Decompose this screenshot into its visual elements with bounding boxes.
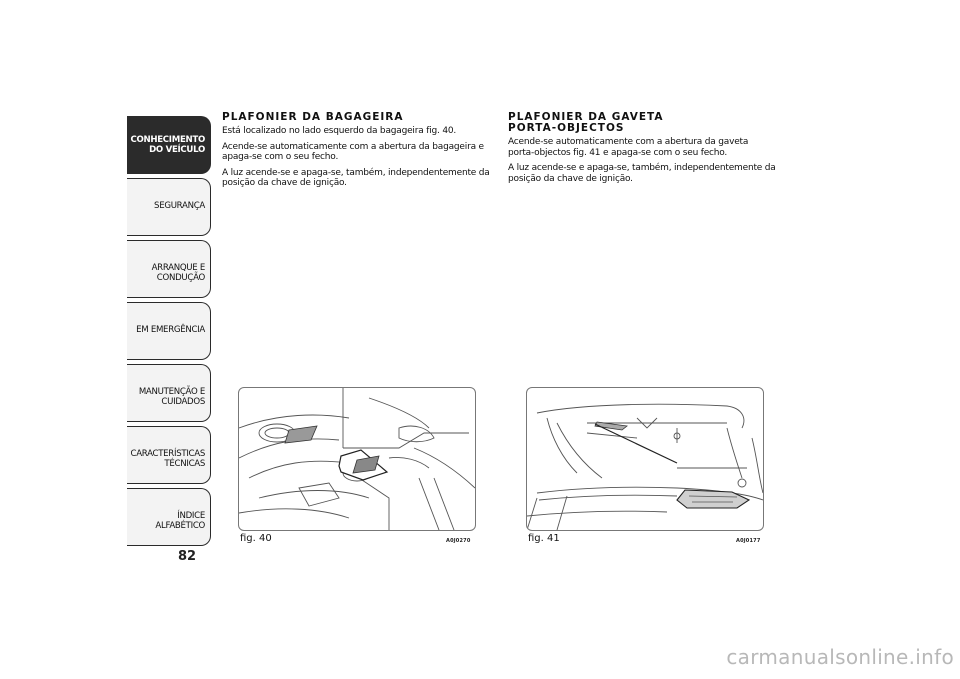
left-column — [222, 112, 490, 194]
tab-label: ÍNDICE ALFABÉTICO — [155, 511, 205, 531]
tab-em-emergencia[interactable] — [127, 302, 211, 360]
heading-line: PORTA-OBJECTOS — [508, 122, 625, 134]
tab-arranque-e-conducao[interactable] — [127, 240, 211, 298]
figure-41-illustration — [526, 387, 764, 531]
figure-code: A0J0270 — [446, 538, 471, 544]
figure-40-illustration — [238, 387, 476, 531]
tab-conhecimento-do-veiculo[interactable] — [127, 116, 211, 174]
paragraph: Acende-se automaticamente com a abertura da bagageira e apaga-se com o seu fecho. — [222, 141, 484, 162]
glovebox-light-drawing — [527, 388, 763, 530]
tab-label: CONHECIMENTO DO VEÍCULO — [130, 135, 205, 155]
heading-line: PLAFONIER DA GAVETA — [508, 111, 664, 123]
paragraph: Está localizado no lado esquerdo da bagageira fig. 40. — [222, 126, 457, 136]
tab-label: SEGURANÇA — [154, 201, 205, 211]
tab-manutencao-e-cuidados[interactable] — [127, 364, 211, 422]
page-number: 82 — [178, 549, 197, 564]
section-tabs — [127, 116, 211, 550]
tab-indice-alfabetico[interactable] — [127, 488, 211, 546]
paragraph: A luz acende-se e apaga-se, também, independentemente da posição da chave de ignição. — [508, 163, 776, 184]
trunk-light-drawing — [239, 388, 475, 530]
figure-label: fig. 41 — [528, 533, 560, 544]
tab-label: CARACTERÍSTICAS TÉCNICAS — [130, 449, 205, 469]
right-column — [508, 112, 776, 189]
paragraph: Acende-se automaticamente com a abertura da gaveta porta-objectos fig. 41 e apaga-se com o seu fecho. — [508, 137, 749, 158]
tab-label: EM EMERGÊNCIA — [136, 325, 205, 335]
tab-label: MANUTENÇÃO E CUIDADOS — [138, 387, 205, 407]
section-heading — [508, 112, 776, 134]
tab-label: ARRANQUE E CONDUÇÃO — [151, 263, 205, 283]
figure-code: A0J0177 — [736, 538, 761, 544]
section-heading: PLAFONIER DA BAGAGEIRA — [222, 111, 404, 123]
tab-seguranca[interactable] — [127, 178, 211, 236]
figure-label: fig. 40 — [240, 533, 272, 544]
watermark: carmanualsonline.info — [726, 645, 954, 669]
tab-caracteristicas-tecnicas[interactable] — [127, 426, 211, 484]
paragraph: A luz acende-se e apaga-se, também, independentemente da posição da chave de ignição. — [222, 167, 490, 188]
